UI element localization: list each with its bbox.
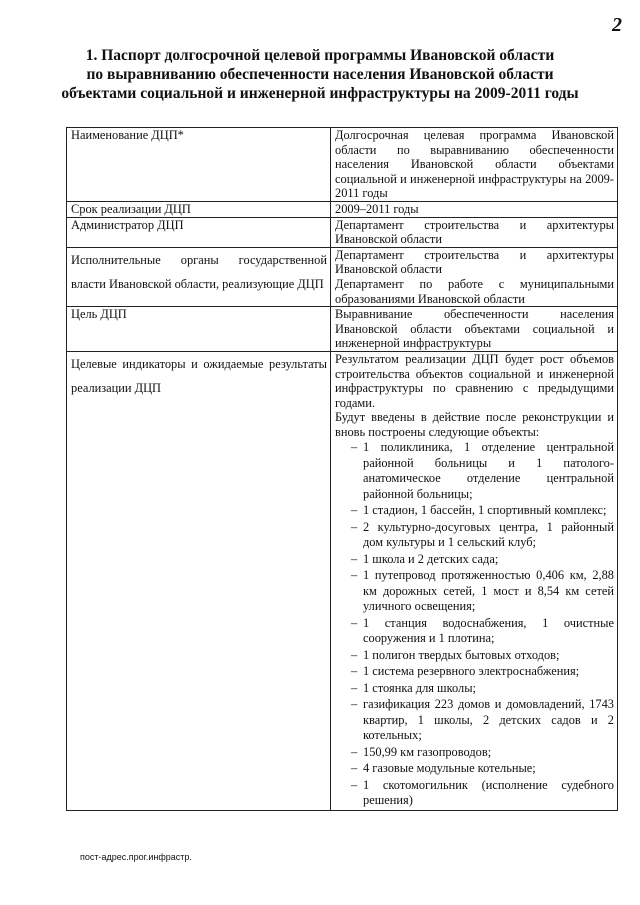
row-value-line: Департамент строительства и архитектуры Ивановской области [335, 247, 614, 277]
list-item: – 1 стоянка для школы; [349, 681, 614, 697]
page-number: 2 [612, 14, 622, 36]
list-item: – 4 газовые модульные котельные; [349, 761, 614, 777]
list-item: – газификация 223 домов и домовладений, 1743 квартир, 1 школы, 2 детских садов и 2 котельных; [349, 697, 614, 744]
list-item: – 1 полигон твердых бытовых отходов; [349, 648, 614, 664]
page-title [40, 46, 600, 103]
row-value [331, 247, 618, 306]
row-label: Срок реализации ДЦП [67, 201, 331, 217]
table-row [67, 217, 618, 247]
row-value: Департамент строительства и архитектуры Ивановской области [331, 217, 618, 247]
list-item: – 2 культурно-досуговых центра, 1 районный дом культуры и 1 сельский клуб; [349, 520, 614, 551]
title-line-1: 1. Паспорт долгосрочной целевой программы Ивановской области [85, 47, 555, 64]
results-intro: Результатом реализации ДЦП будет рост объемов строительства объектов социальной и инженерной инфраструктуры по сравнению с предыдущими годами. [335, 351, 614, 410]
title-line-2: по выравниванию обеспеченности населения Ивановской области [86, 66, 554, 83]
list-item: – 1 поликлиника, 1 отделение центральной районной больницы и 1 патолого-анатомическое отделение центральной районной больницы; [349, 440, 614, 502]
row-label: Наименование ДЦП* [67, 128, 331, 202]
results-list [335, 440, 614, 809]
list-item: – 1 скотомогильник (исполнение судебного решения) [349, 778, 614, 809]
row-label: Цель ДЦП [67, 307, 331, 352]
table-row [67, 351, 618, 810]
table-row [67, 128, 618, 202]
row-value: Выравнивание обеспеченности населения Ивановской области объектами социальной и инженерной инфраструктуры [331, 307, 618, 352]
table-row [67, 201, 618, 217]
row-label: Администратор ДЦП [67, 217, 331, 247]
list-item: – 1 путепровод протяженностью 0,406 км, 2,88 км дорожных сетей, 1 мост и 8,54 км сетей уличного освещения; [349, 568, 614, 615]
list-item: – 1 станция водоснабжения, 1 очистные сооружения и 1 плотина; [349, 616, 614, 647]
list-item: – 1 школа и 2 детских сада; [349, 552, 614, 568]
title-line-3: объектами социальной и инженерной инфраструктуры на 2009-2011 годы [61, 85, 579, 102]
row-label: Исполнительные органы государственной власти Ивановской области, реализующие ДЦП [67, 247, 331, 306]
row-label: Целевые индикаторы и ожидаемые результаты реализации ДЦП [67, 351, 331, 810]
row-value: 2009–2011 годы [331, 201, 618, 217]
results-intro-2: Будут введены в действие после реконструкции и вновь построены следующие объекты: [335, 410, 614, 439]
passport-table [66, 127, 618, 811]
list-item: – 1 система резервного электроснабжения; [349, 664, 614, 680]
list-item: – 150,99 км газопроводов; [349, 745, 614, 761]
footer-filename: пост-адрес.прог.инфрастр. [80, 852, 192, 862]
list-item: – 1 стадион, 1 бассейн, 1 спортивный комплекс; [349, 503, 614, 519]
row-value: Долгосрочная целевая программа Ивановской области по выравниванию обеспеченности населения Ивановской области объектами социальной и инженерной инфраструктуры на 2009-2011 годы [331, 128, 618, 202]
table-row [67, 307, 618, 352]
row-value [331, 351, 618, 810]
table-row [67, 247, 618, 306]
row-value-line: Департамент по работе с муниципальными образованиями Ивановской области [335, 276, 614, 306]
